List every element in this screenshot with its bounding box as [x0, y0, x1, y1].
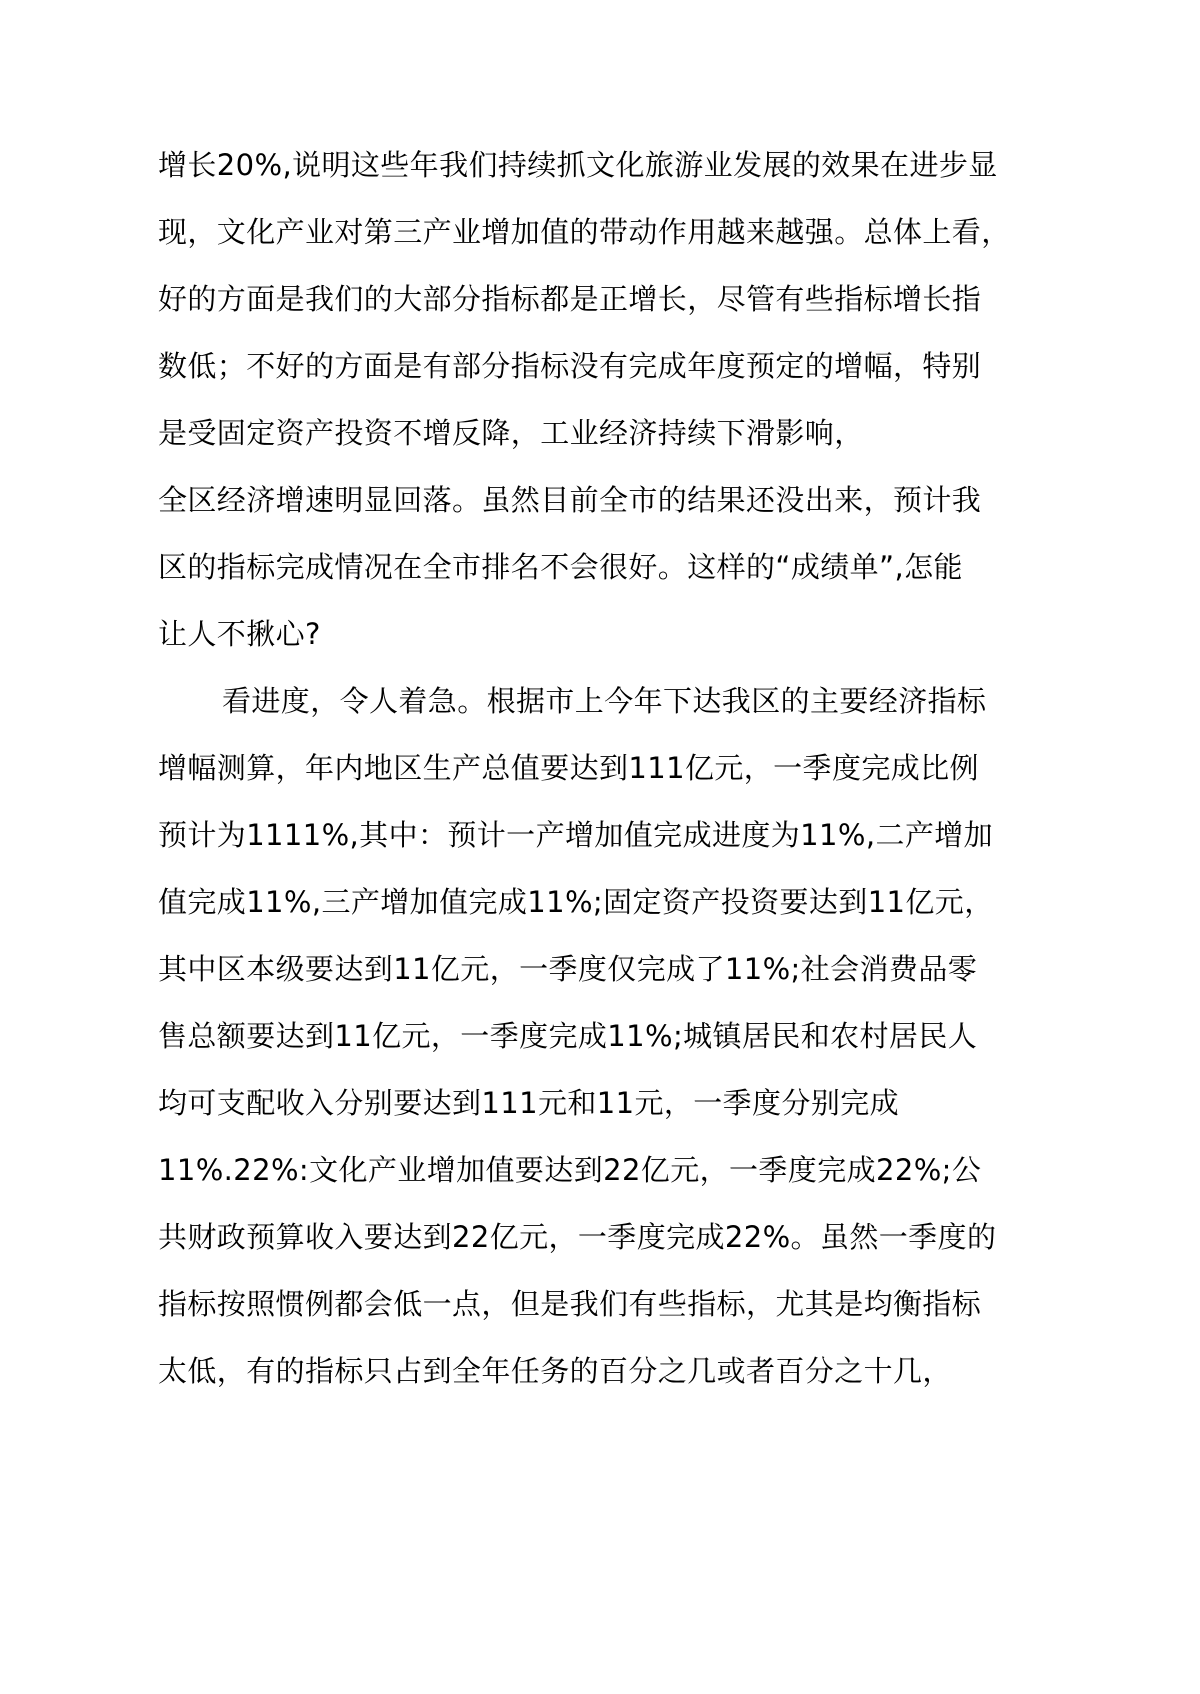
text-line: 其中区本级要达到11亿元，一季度仅完成了11%;社会消费品零 [158, 952, 978, 986]
text-line: 是受固定资产投资不增反降，工业经济持续下滑影响， [158, 416, 864, 450]
text-line: 预计为1111%,其中：预计一产增加值完成进度为11%,二产增加 [158, 818, 994, 852]
text-line: 好的方面是我们的大部分指标都是正增长，尽管有些指标增长指 [158, 282, 982, 316]
text-line: 增幅测算，年内地区生产总值要达到111亿元，一季度完成比例 [158, 751, 979, 785]
text-line: 现，文化产业对第三产业增加值的带动作用越来越强。总体上看， [158, 215, 1011, 249]
text-line: 太低，有的指标只占到全年任务的百分之几或者百分之十几， [158, 1354, 952, 1388]
text-line: 售总额要达到11亿元，一季度完成11%;城镇居民和农村居民人 [158, 1019, 978, 1053]
text-line: 区的指标完成情况在全市排名不会很好。这样的“成绩单”,怎能 [158, 550, 963, 584]
text-line: 增长20%,说明这些年我们持续抓文化旅游业发展的效果在进步显 [158, 148, 998, 182]
text-line: 均可支配收入分别要达到111元和11元，一季度分别完成 [158, 1086, 900, 1120]
text-line: 11%.22%:文化产业增加值要达到22亿元，一季度完成22%;公 [158, 1153, 982, 1187]
text-line: 共财政预算收入要达到22亿元，一季度完成22%。虽然一季度的 [158, 1220, 997, 1254]
text-line: 让人不揪心? [158, 617, 321, 651]
text-line: 指标按照惯例都会低一点，但是我们有些指标，尤其是均衡指标 [158, 1287, 982, 1321]
text-line: 值完成11%,三产增加值完成11%;固定资产投资要达到11亿元， [158, 885, 994, 919]
text-line: 全区经济增速明显回落。虽然目前全市的结果还没出来，预计我 [158, 483, 982, 517]
paragraph-first-line: 看进度，令人着急。根据市上今年下达我区的主要经济指标 [222, 684, 987, 718]
text-line: 数低；不好的方面是有部分指标没有完成年度预定的增幅，特别 [158, 349, 982, 383]
